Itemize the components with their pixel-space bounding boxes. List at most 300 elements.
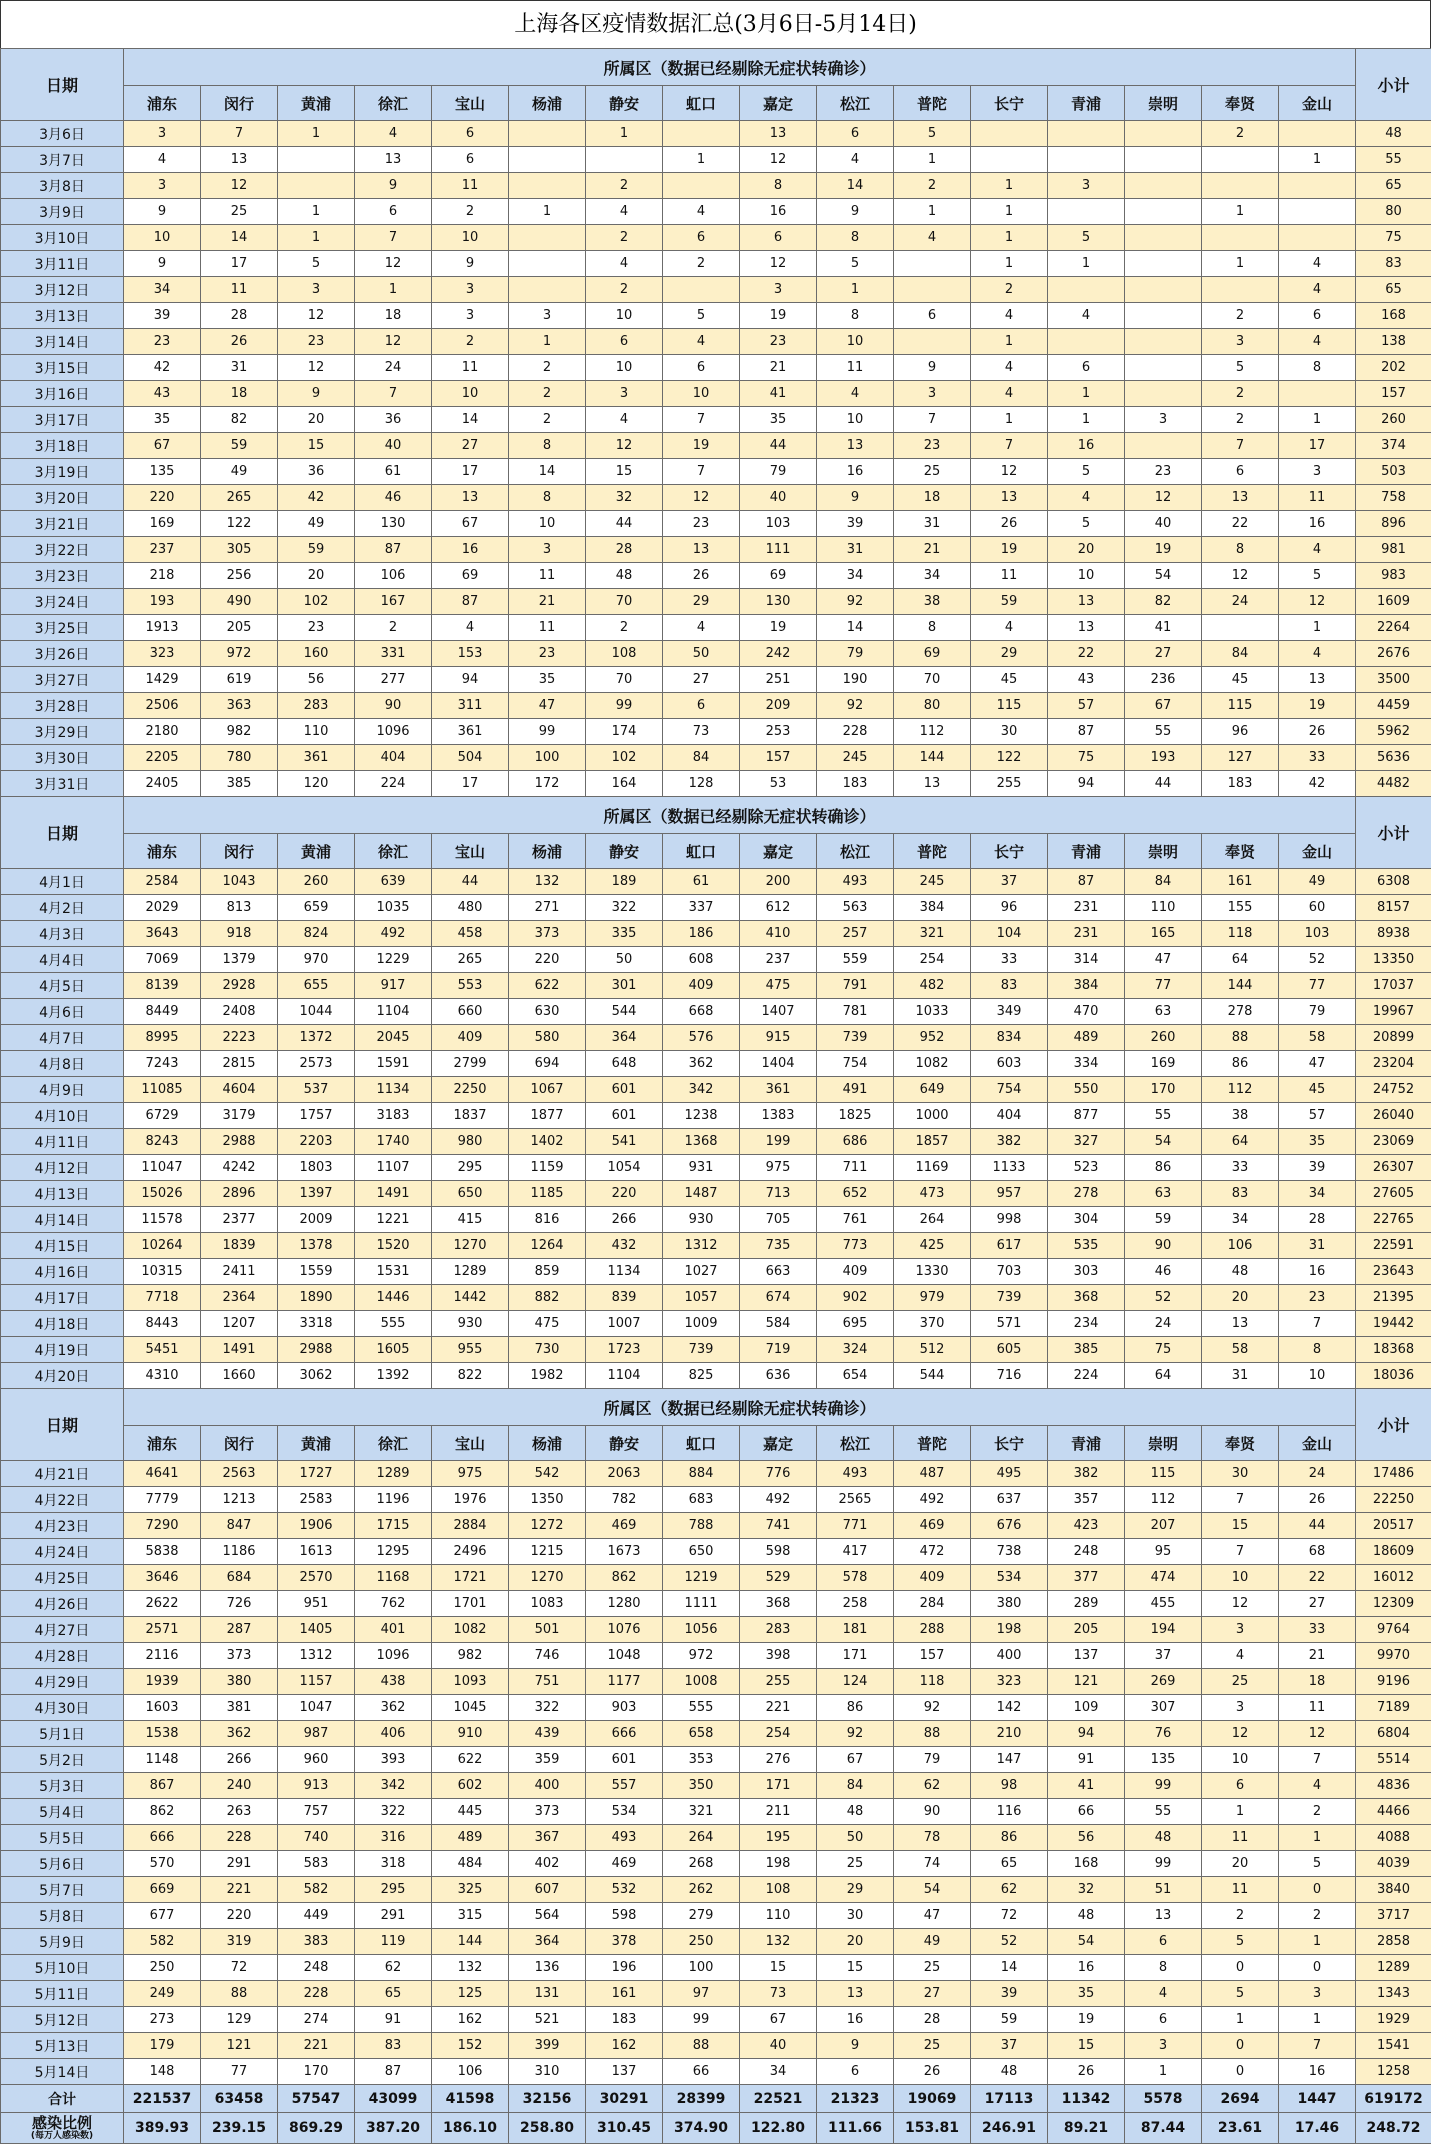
value-cell: 884 bbox=[663, 1461, 740, 1487]
value-cell: 3 bbox=[278, 277, 355, 303]
value-cell: 362 bbox=[663, 1051, 740, 1077]
ratio-cell: 239.15 bbox=[201, 2113, 278, 2144]
value-cell: 4604 bbox=[201, 1077, 278, 1103]
value-cell: 310 bbox=[509, 2059, 586, 2085]
value-cell: 6 bbox=[355, 199, 432, 225]
value-cell: 3 bbox=[894, 381, 971, 407]
value-cell: 726 bbox=[201, 1591, 278, 1617]
value-cell: 29 bbox=[817, 1877, 894, 1903]
date-cell: 5月8日 bbox=[1, 1903, 124, 1929]
value-cell: 2 bbox=[509, 381, 586, 407]
district-header: 宝山 bbox=[432, 834, 509, 869]
sum-cell: 11342 bbox=[1048, 2085, 1125, 2113]
value-cell: 58 bbox=[1202, 1337, 1279, 1363]
value-cell: 8 bbox=[1279, 1337, 1356, 1363]
value-cell: 603 bbox=[971, 1051, 1048, 1077]
value-cell: 1186 bbox=[201, 1539, 278, 1565]
table-row bbox=[1, 1981, 1431, 2007]
value-cell: 284 bbox=[894, 1591, 971, 1617]
value-cell: 970 bbox=[278, 947, 355, 973]
value-cell: 83 bbox=[1202, 1181, 1279, 1207]
value-cell: 373 bbox=[509, 921, 586, 947]
table-row bbox=[1, 895, 1431, 921]
total-cell: 5514 bbox=[1356, 1747, 1431, 1773]
value-cell: 51 bbox=[1125, 1877, 1202, 1903]
value-cell: 7 bbox=[663, 459, 740, 485]
district-group-header: 所属区（数据已经剔除无症状转确诊） bbox=[124, 1389, 1356, 1426]
value-cell: 15 bbox=[1202, 1513, 1279, 1539]
value-cell: 695 bbox=[817, 1311, 894, 1337]
total-cell: 22250 bbox=[1356, 1487, 1431, 1513]
date-cell: 4月21日 bbox=[1, 1461, 124, 1487]
value-cell: 882 bbox=[509, 1285, 586, 1311]
value-cell: 84 bbox=[663, 745, 740, 771]
district-header: 崇明 bbox=[1125, 86, 1202, 121]
value-cell: 415 bbox=[432, 1207, 509, 1233]
value-cell: 1280 bbox=[586, 1591, 663, 1617]
ratio-cell: 122.80 bbox=[740, 2113, 817, 2144]
value-cell: 250 bbox=[663, 1929, 740, 1955]
value-cell: 1491 bbox=[355, 1181, 432, 1207]
value-cell: 12 bbox=[1202, 1591, 1279, 1617]
value-cell: 13 bbox=[817, 1981, 894, 2007]
table-row bbox=[1, 1025, 1431, 1051]
value-cell: 14 bbox=[201, 225, 278, 251]
value-cell bbox=[1279, 199, 1356, 225]
district-header: 静安 bbox=[586, 1426, 663, 1461]
value-cell: 19 bbox=[1125, 537, 1202, 563]
value-cell: 245 bbox=[894, 869, 971, 895]
value-cell: 3 bbox=[1125, 407, 1202, 433]
sum-cell: 32156 bbox=[509, 2085, 586, 2113]
value-cell: 578 bbox=[817, 1565, 894, 1591]
district-header-row bbox=[1, 1426, 1431, 1461]
value-cell: 975 bbox=[432, 1461, 509, 1487]
value-cell: 1 bbox=[1279, 407, 1356, 433]
value-cell: 96 bbox=[971, 895, 1048, 921]
date-cell: 4月25日 bbox=[1, 1565, 124, 1591]
value-cell: 268 bbox=[663, 1851, 740, 1877]
value-cell: 469 bbox=[586, 1513, 663, 1539]
value-cell: 41 bbox=[1048, 1773, 1125, 1799]
value-cell: 32 bbox=[586, 485, 663, 511]
value-cell: 4 bbox=[1048, 485, 1125, 511]
value-cell: 55 bbox=[1125, 1799, 1202, 1825]
value-cell: 8 bbox=[509, 433, 586, 459]
value-cell: 4 bbox=[1279, 537, 1356, 563]
sum-cell: 43099 bbox=[355, 2085, 432, 2113]
value-cell: 84 bbox=[1202, 641, 1279, 667]
value-cell: 48 bbox=[971, 2059, 1048, 2085]
district-header: 青浦 bbox=[1048, 834, 1125, 869]
value-cell: 2411 bbox=[201, 1259, 278, 1285]
value-cell: 144 bbox=[1202, 973, 1279, 999]
value-cell: 12 bbox=[278, 303, 355, 329]
value-cell: 495 bbox=[971, 1461, 1048, 1487]
value-cell: 63 bbox=[1125, 999, 1202, 1025]
value-cell: 1168 bbox=[355, 1565, 432, 1591]
value-cell: 335 bbox=[586, 921, 663, 947]
date-cell: 4月17日 bbox=[1, 1285, 124, 1311]
value-cell: 79 bbox=[894, 1747, 971, 1773]
value-cell: 289 bbox=[1048, 1591, 1125, 1617]
value-cell bbox=[509, 277, 586, 303]
value-cell: 913 bbox=[278, 1773, 355, 1799]
value-cell: 23 bbox=[1125, 459, 1202, 485]
value-cell: 25 bbox=[1202, 1669, 1279, 1695]
value-cell: 20 bbox=[1202, 1851, 1279, 1877]
date-cell: 3月13日 bbox=[1, 303, 124, 329]
value-cell bbox=[509, 147, 586, 173]
date-header: 日期 bbox=[1, 49, 124, 121]
value-cell: 1104 bbox=[586, 1363, 663, 1389]
value-cell: 703 bbox=[971, 1259, 1048, 1285]
date-cell: 3月17日 bbox=[1, 407, 124, 433]
value-cell: 1213 bbox=[201, 1487, 278, 1513]
date-cell: 5月3日 bbox=[1, 1773, 124, 1799]
value-cell: 52 bbox=[1279, 947, 1356, 973]
value-cell: 135 bbox=[124, 459, 201, 485]
value-cell: 23 bbox=[894, 433, 971, 459]
total-cell: 4088 bbox=[1356, 1825, 1431, 1851]
value-cell: 10 bbox=[1202, 1747, 1279, 1773]
date-cell: 5月2日 bbox=[1, 1747, 124, 1773]
table-row bbox=[1, 1877, 1431, 1903]
value-cell: 144 bbox=[894, 745, 971, 771]
value-cell: 2 bbox=[355, 615, 432, 641]
value-cell: 4 bbox=[971, 355, 1048, 381]
total-cell: 1343 bbox=[1356, 1981, 1431, 2007]
value-cell: 103 bbox=[740, 511, 817, 537]
value-cell: 27 bbox=[1279, 1591, 1356, 1617]
ratio-cell: 23.61 bbox=[1202, 2113, 1279, 2144]
value-cell: 3 bbox=[1279, 459, 1356, 485]
value-cell: 16 bbox=[1279, 511, 1356, 537]
value-cell: 489 bbox=[432, 1825, 509, 1851]
value-cell: 398 bbox=[740, 1643, 817, 1669]
value-cell: 1 bbox=[355, 277, 432, 303]
value-cell: 952 bbox=[894, 1025, 971, 1051]
district-header: 浦东 bbox=[124, 834, 201, 869]
value-cell: 384 bbox=[894, 895, 971, 921]
value-cell: 7069 bbox=[124, 947, 201, 973]
value-cell: 132 bbox=[740, 1929, 817, 1955]
value-cell: 582 bbox=[278, 1877, 355, 1903]
table-row bbox=[1, 667, 1431, 693]
value-cell: 791 bbox=[817, 973, 894, 999]
value-cell: 276 bbox=[740, 1747, 817, 1773]
value-cell: 48 bbox=[1202, 1259, 1279, 1285]
value-cell: 1045 bbox=[432, 1695, 509, 1721]
value-cell: 6 bbox=[817, 121, 894, 147]
total-cell: 1609 bbox=[1356, 589, 1431, 615]
value-cell: 957 bbox=[971, 1181, 1048, 1207]
value-cell: 41 bbox=[1125, 615, 1202, 641]
date-cell: 4月6日 bbox=[1, 999, 124, 1025]
value-cell: 75 bbox=[1048, 745, 1125, 771]
value-cell: 100 bbox=[509, 745, 586, 771]
value-cell: 1837 bbox=[432, 1103, 509, 1129]
value-cell: 1613 bbox=[278, 1539, 355, 1565]
date-cell: 4月13日 bbox=[1, 1181, 124, 1207]
value-cell: 11 bbox=[509, 563, 586, 589]
date-cell: 5月13日 bbox=[1, 2033, 124, 2059]
total-cell: 138 bbox=[1356, 329, 1431, 355]
value-cell: 196 bbox=[586, 1955, 663, 1981]
value-cell: 6 bbox=[1048, 355, 1125, 381]
district-header: 普陀 bbox=[894, 1426, 971, 1461]
value-cell: 669 bbox=[124, 1877, 201, 1903]
value-cell: 130 bbox=[740, 589, 817, 615]
value-cell: 47 bbox=[509, 693, 586, 719]
value-cell: 237 bbox=[124, 537, 201, 563]
value-cell: 475 bbox=[740, 973, 817, 999]
value-cell: 902 bbox=[817, 1285, 894, 1311]
total-cell: 3840 bbox=[1356, 1877, 1431, 1903]
district-group-header: 所属区（数据已经剔除无症状转确诊） bbox=[124, 49, 1356, 86]
value-cell: 25 bbox=[894, 1955, 971, 1981]
value-cell: 501 bbox=[509, 1617, 586, 1643]
value-cell: 639 bbox=[355, 869, 432, 895]
table-row bbox=[1, 1721, 1431, 1747]
value-cell: 4310 bbox=[124, 1363, 201, 1389]
district-header: 宝山 bbox=[432, 86, 509, 121]
date-cell: 3月29日 bbox=[1, 719, 124, 745]
value-cell: 44 bbox=[432, 869, 509, 895]
ratio-cell: 387.20 bbox=[355, 2113, 432, 2144]
district-header: 嘉定 bbox=[740, 834, 817, 869]
value-cell: 165 bbox=[1125, 921, 1202, 947]
value-cell: 220 bbox=[509, 947, 586, 973]
value-cell: 380 bbox=[971, 1591, 1048, 1617]
ratio-row bbox=[1, 2113, 1431, 2144]
total-cell: 7189 bbox=[1356, 1695, 1431, 1721]
value-cell: 834 bbox=[971, 1025, 1048, 1051]
value-cell: 170 bbox=[1125, 1077, 1202, 1103]
value-cell: 1404 bbox=[740, 1051, 817, 1077]
date-cell: 4月9日 bbox=[1, 1077, 124, 1103]
value-cell: 8443 bbox=[124, 1311, 201, 1337]
value-cell: 380 bbox=[201, 1669, 278, 1695]
table-row bbox=[1, 1825, 1431, 1851]
value-cell: 359 bbox=[509, 1747, 586, 1773]
value-cell: 350 bbox=[663, 1773, 740, 1799]
value-cell: 10 bbox=[817, 329, 894, 355]
value-cell: 859 bbox=[509, 1259, 586, 1285]
value-cell: 11 bbox=[432, 355, 509, 381]
value-cell: 1839 bbox=[201, 1233, 278, 1259]
value-cell: 207 bbox=[1125, 1513, 1202, 1539]
value-cell: 951 bbox=[278, 1591, 355, 1617]
value-cell: 115 bbox=[971, 693, 1048, 719]
value-cell: 617 bbox=[971, 1233, 1048, 1259]
value-cell: 12 bbox=[278, 355, 355, 381]
date-cell: 5月11日 bbox=[1, 1981, 124, 2007]
value-cell: 322 bbox=[509, 1695, 586, 1721]
value-cell: 571 bbox=[971, 1311, 1048, 1337]
value-cell: 1312 bbox=[278, 1643, 355, 1669]
value-cell: 11 bbox=[817, 355, 894, 381]
date-cell: 3月14日 bbox=[1, 329, 124, 355]
value-cell: 1350 bbox=[509, 1487, 586, 1513]
value-cell bbox=[1279, 173, 1356, 199]
value-cell: 401 bbox=[355, 1617, 432, 1643]
value-cell: 265 bbox=[432, 947, 509, 973]
value-cell: 1 bbox=[894, 147, 971, 173]
value-cell: 92 bbox=[817, 589, 894, 615]
value-cell: 50 bbox=[663, 641, 740, 667]
value-cell: 94 bbox=[1048, 1721, 1125, 1747]
value-cell: 26 bbox=[1279, 1487, 1356, 1513]
value-cell: 34 bbox=[1279, 1181, 1356, 1207]
value-cell: 3 bbox=[124, 173, 201, 199]
value-cell: 1043 bbox=[201, 869, 278, 895]
value-cell: 183 bbox=[586, 2007, 663, 2033]
value-cell: 12 bbox=[1279, 589, 1356, 615]
value-cell: 144 bbox=[432, 1929, 509, 1955]
value-cell: 544 bbox=[586, 999, 663, 1025]
table-row bbox=[1, 485, 1431, 511]
value-cell: 55 bbox=[1125, 719, 1202, 745]
total-cell: 1541 bbox=[1356, 2033, 1431, 2059]
value-cell: 1890 bbox=[278, 1285, 355, 1311]
value-cell: 580 bbox=[509, 1025, 586, 1051]
value-cell: 301 bbox=[586, 973, 663, 999]
value-cell: 474 bbox=[1125, 1565, 1202, 1591]
value-cell: 3 bbox=[1202, 329, 1279, 355]
value-cell: 255 bbox=[740, 1669, 817, 1695]
district-header: 金山 bbox=[1279, 1426, 1356, 1461]
value-cell: 39 bbox=[124, 303, 201, 329]
value-cell: 4 bbox=[1279, 251, 1356, 277]
value-cell bbox=[1125, 381, 1202, 407]
value-cell: 322 bbox=[355, 1799, 432, 1825]
value-cell: 278 bbox=[1202, 999, 1279, 1025]
table-row bbox=[1, 947, 1431, 973]
value-cell: 342 bbox=[663, 1077, 740, 1103]
value-cell: 21 bbox=[894, 537, 971, 563]
value-cell: 1056 bbox=[663, 1617, 740, 1643]
value-cell: 316 bbox=[355, 1825, 432, 1851]
value-cell: 43 bbox=[1048, 667, 1125, 693]
value-cell: 54 bbox=[1125, 1129, 1202, 1155]
total-cell: 1258 bbox=[1356, 2059, 1431, 2085]
value-cell bbox=[278, 173, 355, 199]
value-cell: 3 bbox=[740, 277, 817, 303]
value-cell: 735 bbox=[740, 1233, 817, 1259]
value-cell: 649 bbox=[894, 1077, 971, 1103]
value-cell: 1402 bbox=[509, 1129, 586, 1155]
date-cell: 5月7日 bbox=[1, 1877, 124, 1903]
value-cell bbox=[1125, 355, 1202, 381]
table-row bbox=[1, 303, 1431, 329]
ratio-cell: 374.90 bbox=[663, 2113, 740, 2144]
district-header: 嘉定 bbox=[740, 86, 817, 121]
value-cell: 106 bbox=[1202, 1233, 1279, 1259]
value-cell: 60 bbox=[1279, 895, 1356, 921]
value-cell: 9 bbox=[124, 199, 201, 225]
value-cell: 393 bbox=[355, 1747, 432, 1773]
value-cell: 619 bbox=[201, 667, 278, 693]
value-cell: 152 bbox=[432, 2033, 509, 2059]
date-cell: 3月20日 bbox=[1, 485, 124, 511]
value-cell: 2 bbox=[586, 277, 663, 303]
table-row bbox=[1, 921, 1431, 947]
value-cell: 2563 bbox=[201, 1461, 278, 1487]
value-cell: 31 bbox=[201, 355, 278, 381]
value-cell: 10315 bbox=[124, 1259, 201, 1285]
value-cell: 67 bbox=[1125, 693, 1202, 719]
table-row bbox=[1, 1851, 1431, 1877]
value-cell: 211 bbox=[740, 1799, 817, 1825]
value-cell: 730 bbox=[509, 1337, 586, 1363]
value-cell: 738 bbox=[971, 1539, 1048, 1565]
sum-total-cell: 619172 bbox=[1356, 2085, 1431, 2113]
value-cell: 2009 bbox=[278, 1207, 355, 1233]
value-cell: 367 bbox=[509, 1825, 586, 1851]
table-row bbox=[1, 719, 1431, 745]
value-cell: 249 bbox=[124, 1981, 201, 2007]
date-header: 日期 bbox=[1, 1389, 124, 1461]
value-cell: 14 bbox=[971, 1955, 1048, 1981]
value-cell: 64 bbox=[1125, 1363, 1202, 1389]
value-cell: 1825 bbox=[817, 1103, 894, 1129]
value-cell: 20 bbox=[1048, 537, 1125, 563]
value-cell: 189 bbox=[586, 869, 663, 895]
value-cell: 1 bbox=[1202, 2007, 1279, 2033]
value-cell: 72 bbox=[971, 1903, 1048, 1929]
value-cell: 110 bbox=[740, 1903, 817, 1929]
total-cell: 2264 bbox=[1356, 615, 1431, 641]
value-cell: 469 bbox=[894, 1513, 971, 1539]
district-header: 普陀 bbox=[894, 86, 971, 121]
value-cell: 438 bbox=[355, 1669, 432, 1695]
value-cell: 125 bbox=[432, 1981, 509, 2007]
value-cell: 266 bbox=[586, 1207, 663, 1233]
value-cell: 24 bbox=[1125, 1311, 1202, 1337]
value-cell: 650 bbox=[432, 1181, 509, 1207]
value-cell: 44 bbox=[586, 511, 663, 537]
ratio-cell: 17.46 bbox=[1279, 2113, 1356, 2144]
value-cell: 1312 bbox=[663, 1233, 740, 1259]
table-row bbox=[1, 459, 1431, 485]
value-cell: 1982 bbox=[509, 1363, 586, 1389]
value-cell: 2 bbox=[1202, 121, 1279, 147]
value-cell: 2884 bbox=[432, 1513, 509, 1539]
value-cell: 1660 bbox=[201, 1363, 278, 1389]
value-cell: 97 bbox=[663, 1981, 740, 2007]
value-cell: 128 bbox=[663, 771, 740, 797]
value-cell: 264 bbox=[894, 1207, 971, 1233]
table-row bbox=[1, 641, 1431, 667]
date-cell: 3月26日 bbox=[1, 641, 124, 667]
value-cell: 4 bbox=[1279, 1773, 1356, 1799]
value-cell: 555 bbox=[663, 1695, 740, 1721]
value-cell: 22 bbox=[1202, 511, 1279, 537]
value-cell: 5 bbox=[1202, 1981, 1279, 2007]
total-cell: 503 bbox=[1356, 459, 1431, 485]
value-cell: 47 bbox=[894, 1903, 971, 1929]
table-row bbox=[1, 1747, 1431, 1773]
value-cell: 1 bbox=[1125, 2059, 1202, 2085]
value-cell: 66 bbox=[663, 2059, 740, 2085]
value-cell: 1757 bbox=[278, 1103, 355, 1129]
value-cell: 327 bbox=[1048, 1129, 1125, 1155]
value-cell: 1 bbox=[817, 277, 894, 303]
table-row bbox=[1, 999, 1431, 1025]
value-cell: 254 bbox=[894, 947, 971, 973]
value-cell: 68 bbox=[1279, 1539, 1356, 1565]
